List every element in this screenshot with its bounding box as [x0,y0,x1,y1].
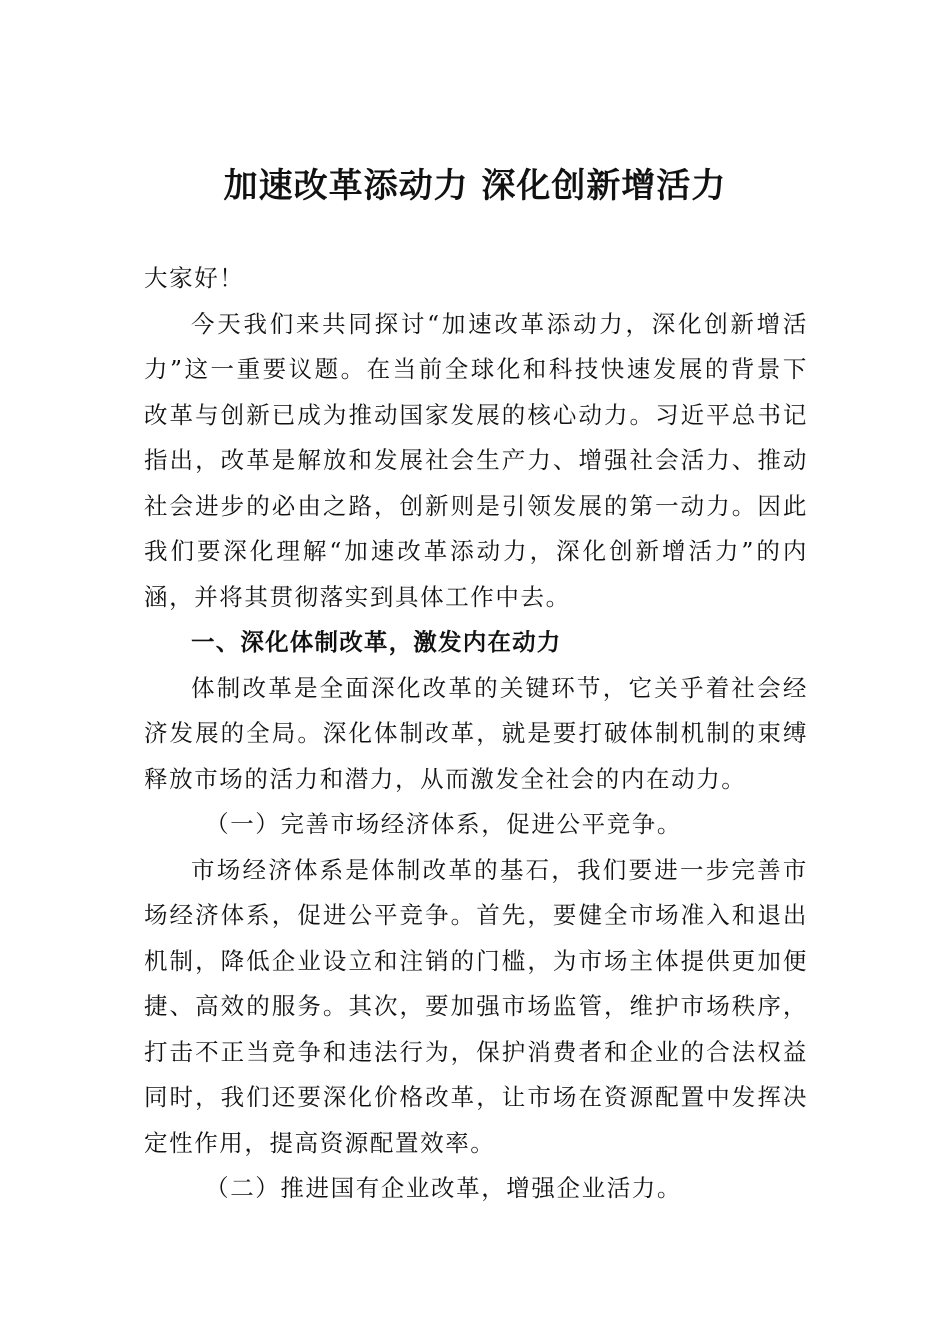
subsection-1-heading: （一）完善市场经济体系，促进公平竞争。 [205,810,682,838]
section-1-heading: 一、深化体制改革，激发内在动力 [191,628,562,656]
document-title: 加速改革添动力 深化创新增活力 [223,166,727,206]
intro-paragraph: 今天我们来共同探讨“加速改革添动力，深化创新增活力”这一重要议题。在当前全球化和科技快速发展的背景下改革与创新已成为推动国家发展的核心动力。习近平总书记指出，改革是解放和发展社会生产力、增强社会活力、推动社会进步的必由之路，创新则是引领发展的第一动力。因此我们要深化理解“加速改革添动力，深化创新增活力”的内涵，并将其贯彻落实到具体工作中去。 [144,309,808,611]
subsection-1-paragraph: 市场经济体系是体制改革的基石，我们要进一步完善市场经济体系，促进公平竞争。首先，要健全市场准入和退出机制，降低企业设立和注销的门槛，为市场主体提供更加便捷、高效的服务。其次，要加强市场监管，维护市场秩序，打击不正当竞争和违法行为，保护消费者和企业的合法权益同时，我们还要深化价格改革，让市场在资源配置中发挥决定性作用，提高资源配置效率。 [144,855,808,1157]
section-1-paragraph: 体制改革是全面深化改革的关键环节，它关乎着社会经济发展的全局。深化体制改革，就是要打破体制机制的束缚释放市场的活力和潜力，从而激发全社会的内在动力。 [144,673,808,793]
document-body [144,256,808,1212]
greeting: 大家好！ [144,264,245,292]
subsection-2-heading: （二）推进国有企业改革，增强企业活力。 [205,1174,682,1202]
